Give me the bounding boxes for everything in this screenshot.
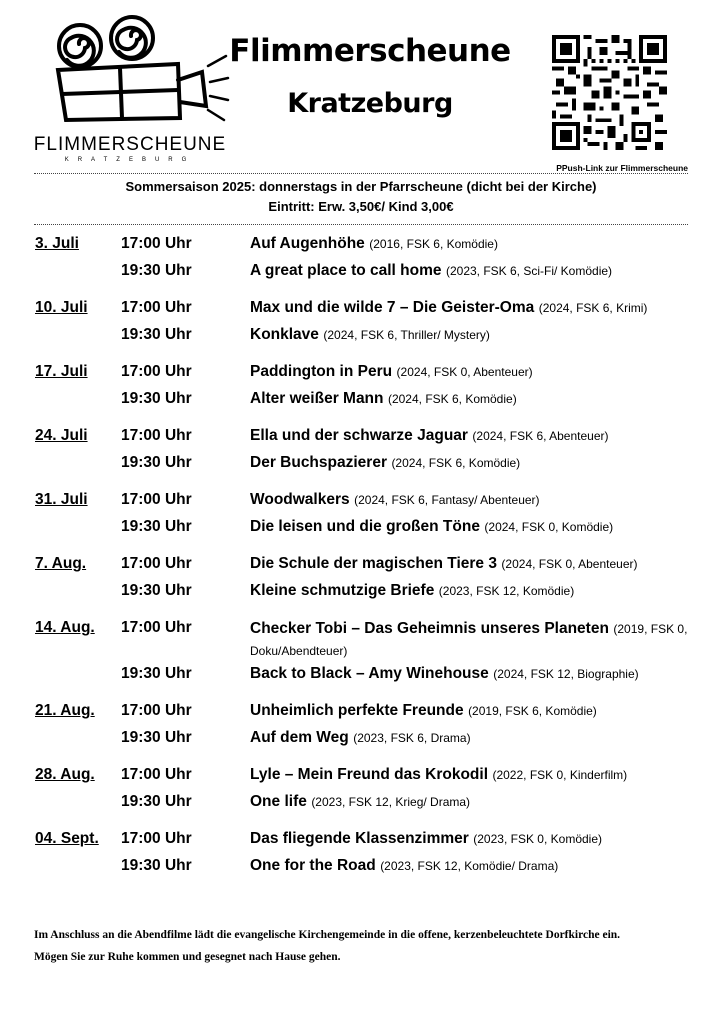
film-title: Auf dem Weg [250, 729, 349, 746]
screening-row [35, 763, 690, 790]
schedule-day [35, 552, 690, 606]
screening-time: 17:00 Uhr [121, 299, 192, 316]
film-info [250, 360, 690, 384]
film-info [250, 552, 690, 576]
film-details: (2023, FSK 12, Komödie) [438, 584, 575, 598]
screening-row [35, 552, 690, 579]
screening-row [35, 296, 690, 323]
screening-row [35, 726, 690, 753]
screening-time: 19:30 Uhr [121, 326, 192, 343]
screening-row [35, 259, 690, 286]
screening-time: 19:30 Uhr [121, 793, 192, 810]
screening-date: 14. Aug. [35, 619, 95, 636]
screening-time: 19:30 Uhr [121, 665, 192, 682]
screening-date: 3. Juli [35, 235, 79, 252]
film-title: Max und die wilde 7 – Die Geister-Oma [250, 299, 535, 316]
screening-time: 19:30 Uhr [121, 518, 192, 535]
screening-row [35, 323, 690, 350]
film-title: Alter weißer Mann [250, 390, 384, 407]
film-details: (2023, FSK 12, Komödie/ Drama) [380, 859, 559, 873]
screening-date: 31. Juli [35, 491, 88, 508]
film-info [250, 515, 690, 539]
film-details: (2024, FSK 6, Komödie) [391, 456, 521, 470]
schedule-day [35, 424, 690, 478]
film-info [250, 232, 690, 256]
film-details: (2019, FSK 6, Komödie) [468, 704, 597, 718]
screening-time: 19:30 Uhr [121, 390, 192, 407]
screening-time: 17:00 Uhr [121, 619, 192, 636]
season-info [34, 177, 688, 217]
screening-row [35, 854, 690, 881]
footer-line-1: Im Anschluss an die Abendfilme lädt die evangelische Kirchengemeinde in die offene, kerzenbeleuchtete Dorfkirche ein. [34, 929, 621, 941]
film-details: (2023, FSK 0, Komödie) [473, 832, 602, 846]
screening-time: 19:30 Uhr [121, 454, 192, 471]
film-details: (2024, FSK 6, Thriller/ Mystery) [323, 328, 490, 342]
screening-row [35, 790, 690, 817]
film-details: (2024, FSK 6, Krimi) [538, 301, 648, 315]
film-details: (2024, FSK 0, Abenteuer) [396, 365, 533, 379]
schedule-day [35, 616, 690, 689]
film-title: Auf Augenhöhe [250, 235, 365, 252]
screening-row [35, 387, 690, 414]
film-title: Back to Black – Amy Winehouse [250, 665, 489, 682]
screening-date: 7. Aug. [35, 555, 87, 572]
screening-time: 17:00 Uhr [121, 363, 192, 380]
page-subtitle: Kratzeburg [287, 88, 453, 119]
film-details: (2023, FSK 6, Drama) [353, 731, 471, 745]
film-title: Konklave [250, 326, 319, 343]
screening-time: 19:30 Uhr [121, 582, 192, 599]
screening-time: 19:30 Uhr [121, 857, 192, 874]
screening-date: 10. Juli [35, 299, 88, 316]
divider [34, 173, 688, 174]
film-info [250, 579, 690, 603]
qr-code-icon[interactable] [552, 35, 667, 150]
screening-row [35, 699, 690, 726]
screening-row [35, 424, 690, 451]
film-title: Kleine schmutzige Briefe [250, 582, 435, 599]
schedule-day [35, 488, 690, 542]
film-title: One life [250, 793, 307, 810]
admission-text: Eintritt: Erw. 3,50€/ Kind 3,00€ [268, 199, 454, 214]
season-schedule-text: Sommersaison 2025: donnerstags in der Pfarrscheune (dicht bei der Kirche) [125, 179, 597, 194]
logo [30, 14, 230, 162]
logo-wordmark: FLIMMERSCHEUNE [33, 134, 227, 155]
film-info [250, 488, 690, 512]
film-info [250, 699, 690, 723]
film-projector-logo-icon [30, 14, 230, 132]
screening-date: 28. Aug. [35, 766, 95, 783]
screening-row [35, 451, 690, 478]
footer-line-2: Mögen Sie zur Ruhe kommen und gesegnet nach Hause gehen. [34, 951, 341, 963]
screening-time: 17:00 Uhr [121, 766, 192, 783]
screening-row [35, 232, 690, 259]
screening-time: 19:30 Uhr [121, 262, 192, 279]
screening-row [35, 488, 690, 515]
film-info [250, 387, 690, 411]
screening-row [35, 360, 690, 387]
film-title: Die Schule der magischen Tiere 3 [250, 555, 497, 572]
film-title: Lyle – Mein Freund das Krokodil [250, 766, 488, 783]
film-info [250, 616, 690, 662]
screening-row [35, 662, 690, 689]
film-title: Ella und der schwarze Jaguar [250, 427, 468, 444]
screening-row [35, 827, 690, 854]
schedule-day [35, 699, 690, 753]
film-details: (2023, FSK 6, Sci-Fi/ Komödie) [445, 264, 613, 278]
screening-time: 17:00 Uhr [121, 427, 192, 444]
film-details: (2024, FSK 6, Fantasy/ Abenteuer) [354, 493, 540, 507]
screening-time: 17:00 Uhr [121, 235, 192, 252]
screening-row [35, 515, 690, 542]
film-title: Checker Tobi – Das Geheimnis unseres Planeten [250, 620, 609, 637]
screening-row [35, 579, 690, 606]
film-info [250, 323, 690, 347]
film-title: Der Buchspazierer [250, 454, 387, 471]
film-details: (2022, FSK 0, Kinderfilm) [492, 768, 628, 782]
film-info [250, 726, 690, 750]
schedule-day [35, 763, 690, 817]
film-details: (2024, FSK 0, Komödie) [484, 520, 614, 534]
film-info [250, 662, 690, 686]
screening-row [35, 616, 690, 662]
film-details: (2024, FSK 6, Komödie) [387, 392, 517, 406]
film-info [250, 424, 690, 448]
screening-time: 17:00 Uhr [121, 491, 192, 508]
film-title: One for the Road [250, 857, 376, 874]
divider [34, 224, 688, 225]
film-info [250, 854, 690, 878]
schedule-day [35, 827, 690, 881]
screening-time: 17:00 Uhr [121, 830, 192, 847]
film-details: (2024, FSK 12, Biographie) [493, 667, 639, 681]
screening-date: 24. Juli [35, 427, 88, 444]
film-title: Die leisen und die großen Töne [250, 518, 480, 535]
film-info [250, 763, 690, 787]
screening-time: 17:00 Uhr [121, 555, 192, 572]
logo-subtext: KRATZEBURG [64, 157, 196, 163]
film-details: (2016, FSK 6, Komödie) [369, 237, 498, 251]
screening-date: 17. Juli [35, 363, 88, 380]
film-info [250, 827, 690, 851]
film-details: (2024, FSK 6, Abenteuer) [472, 429, 609, 443]
schedule-day [35, 360, 690, 414]
qr-caption: PPush-Link zur Flimmerscheune [556, 163, 688, 173]
film-info [250, 451, 690, 475]
film-details: (2024, FSK 0, Abenteuer) [501, 557, 638, 571]
film-info [250, 259, 690, 283]
schedule-day [35, 296, 690, 350]
film-info [250, 790, 690, 814]
film-schedule [35, 232, 690, 891]
film-title: Unheimlich perfekte Freunde [250, 702, 464, 719]
film-info [250, 296, 690, 320]
film-details: (2019, FSK 0, Doku/Abendteuer) [250, 622, 688, 658]
footer-note [34, 924, 688, 968]
page-title: Flimmerscheune [229, 33, 511, 69]
screening-time: 17:00 Uhr [121, 702, 192, 719]
screening-date: 04. Sept. [35, 830, 99, 847]
film-title: Paddington in Peru [250, 363, 393, 380]
screening-time: 19:30 Uhr [121, 729, 192, 746]
film-title: Das fliegende Klassenzimmer [250, 830, 469, 847]
film-details: (2023, FSK 12, Krieg/ Drama) [311, 795, 471, 809]
screening-date: 21. Aug. [35, 702, 95, 719]
film-title: A great place to call home [250, 262, 442, 279]
film-title: Woodwalkers [250, 491, 350, 508]
schedule-day [35, 232, 690, 286]
